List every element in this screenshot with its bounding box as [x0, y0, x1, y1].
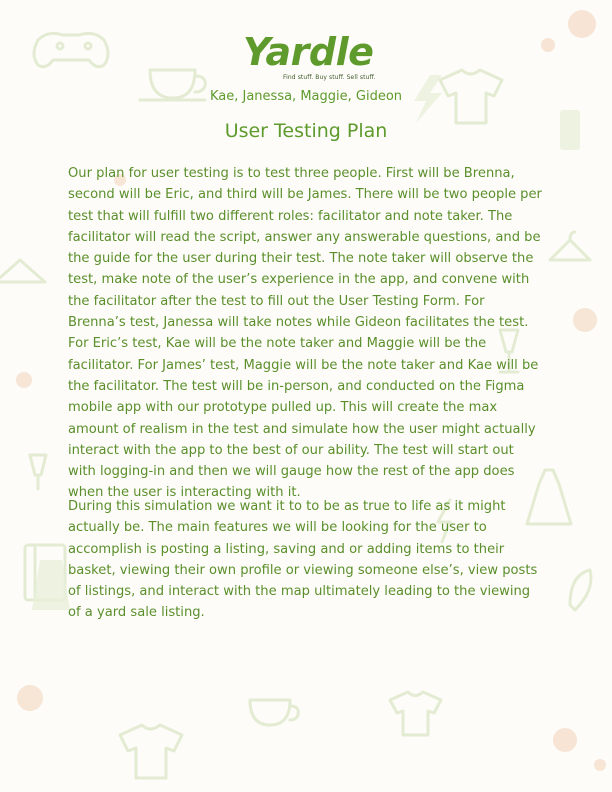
- brand-name: Yardle: [243, 30, 374, 74]
- team-members: Kae, Janessa, Maggie, Gideon: [209, 89, 403, 104]
- brand-logo: [243, 30, 376, 86]
- paragraph-features: During this simulation we want it to to be as true to life as it might actually be. The main features we will be looking for the user to accomplish is posting a listing, saving and or adding items to their basket, viewing their own profile or viewing someone else’s, view posts of listings, and interact with the map ultimately leading to the viewing of a yard sale listing.: [68, 499, 538, 621]
- brand-tagline: Find stuff. Buy stuff. Sell stuff.: [283, 74, 376, 81]
- paragraph-plan: Our plan for user testing is to test three people. First will be Brenna, second will be Eric, and third will be James. There will be two people per test that will fulfill two different roles: facilitator and note taker. The facilitator will read the script, answer any answerable questions, and be the guide for the user during their test. The note taker will observe the test, make note of the user’s experience in the app, and convene with the facilitator after the test to fill out the User Testing Form. For Brenna’s test, Janessa will take notes while Gideon facilitates the test. For Eric’s test, Kae will be the note taker and Maggie will be the facilitator. For James’ test, Maggie will be the note taker and Kae will be the facilitator. The test will be in-person, and conducted on the Figma mobile app with our prototype pulled up. This will create the max amount of realism in the test and simulate how the user might actually interact with the app to the best of our ability. The test will start out with logging-in and then we will gauge how the rest of the app does when the user is interacting with it.: [68, 166, 542, 501]
- page-title: User Testing Plan: [224, 120, 388, 142]
